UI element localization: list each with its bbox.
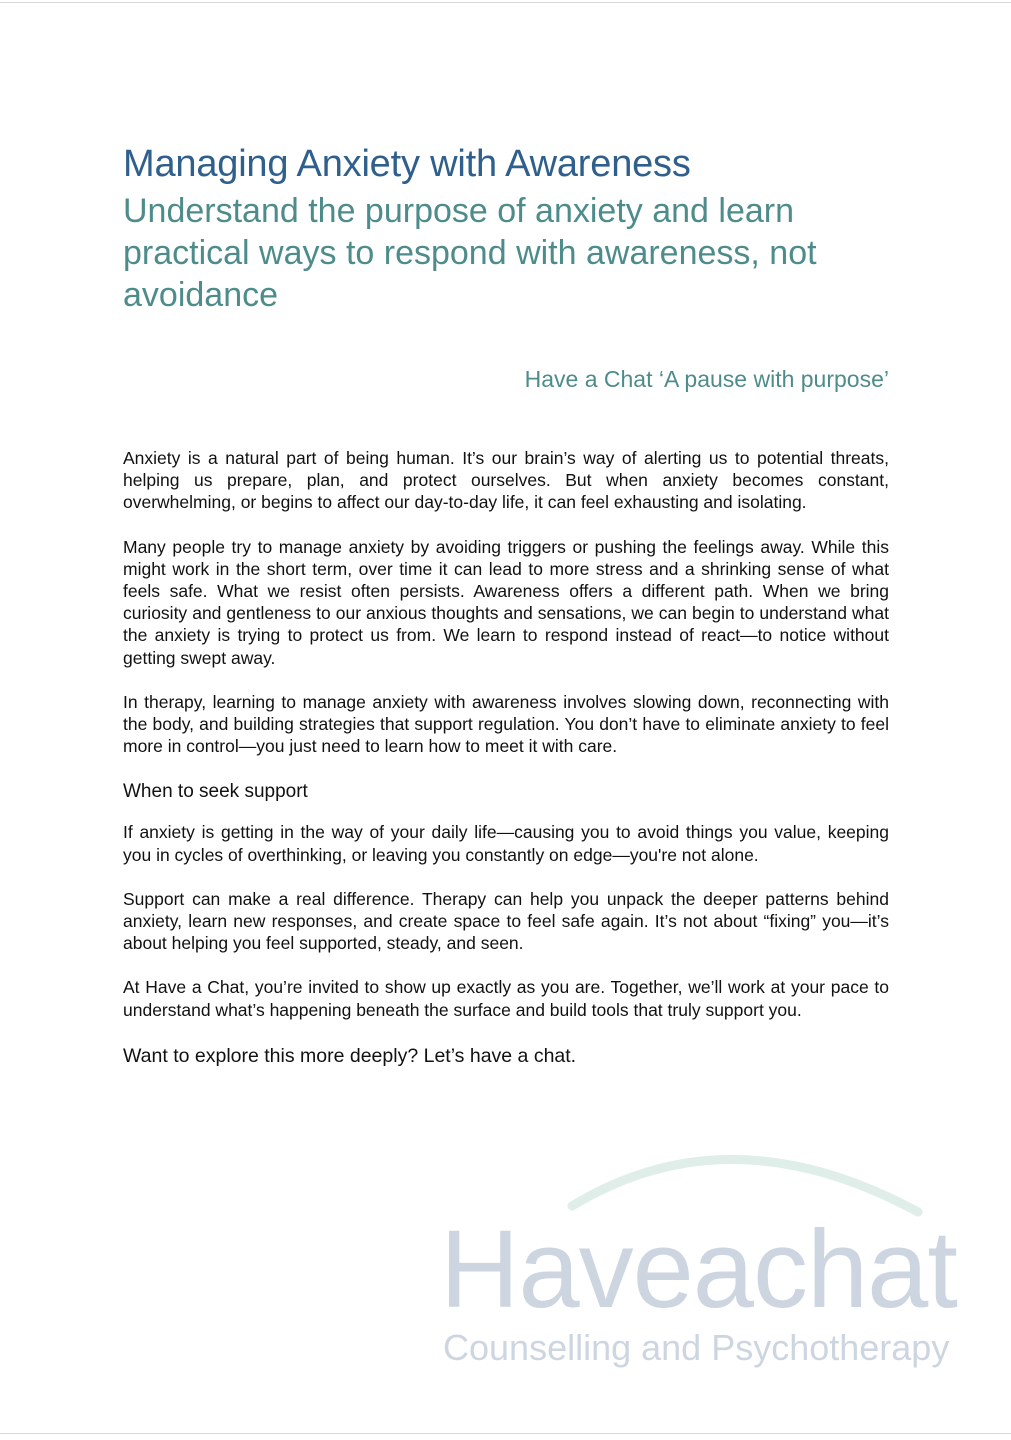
- support-paragraph-1: If anxiety is getting in the way of your daily life—causing you to avoid things you value, keeping you in cycles of overthinking, or leaving you constantly on edge—you're not alone.: [123, 822, 889, 865]
- document-subtitle: Understand the purpose of anxiety and learn practical ways to respond with awareness, not avoidance: [123, 192, 817, 314]
- document-title: Managing Anxiety with Awareness: [123, 143, 691, 185]
- closing-line: Want to explore this more deeply? Let’s have a chat.: [123, 1044, 577, 1067]
- haveachat-logo: [440, 1140, 1000, 1380]
- section-heading-support: When to seek support: [123, 781, 308, 803]
- support-paragraph-2: Support can make a real difference. Therapy can help you unpack the deeper patterns behind anxiety, learn new responses, and create space to feel safe again. It’s not about “fixing” you—it’s about helping you feel supported, steady, and seen.: [123, 888, 889, 954]
- brand-tagline: Have a Chat ‘A pause with purpose’: [524, 366, 889, 392]
- document-content: [123, 138, 889, 1069]
- logo-tagline: Counselling and Psychotherapy: [443, 1327, 950, 1368]
- body-paragraph-3: In therapy, learning to manage anxiety with awareness involves slowing down, reconnecting with the body, and building strategies that support regulation. You don’t have to eliminate anxiety to feel more in control—you just need to learn how to meet it with care.: [123, 691, 889, 757]
- page-top-border: [0, 2, 1011, 3]
- logo-wordmark: Haveachat: [440, 1208, 957, 1331]
- support-paragraph-3: At Have a Chat, you’re invited to show up exactly as you are. Together, we’ll work at your pace to understand what’s happening beneath the surface and build tools that truly support you.: [123, 977, 889, 1020]
- article-body: [123, 447, 889, 1069]
- page-bottom-border: [0, 1433, 1011, 1434]
- body-paragraph-1: Anxiety is a natural part of being human. It’s our brain’s way of alerting us to potential threats, helping us prepare, plan, and protect ourselves. But when anxiety becomes constant, overwhelming, or begins to affect our day-to-day life, it can feel exhausting and isolating.: [123, 448, 889, 513]
- body-paragraph-2: Many people try to manage anxiety by avoiding triggers or pushing the feelings away. While this might work in the short term, over time it can lead to more stress and a shrinking sense of what feels safe. What we resist often persists. Awareness offers a different path. When we bring curiosity and gentleness to our anxious thoughts and sensations, we can begin to understand what the anxiety is trying to protect us from. We learn to respond instead of react—to notice without getting swept away.: [123, 536, 889, 668]
